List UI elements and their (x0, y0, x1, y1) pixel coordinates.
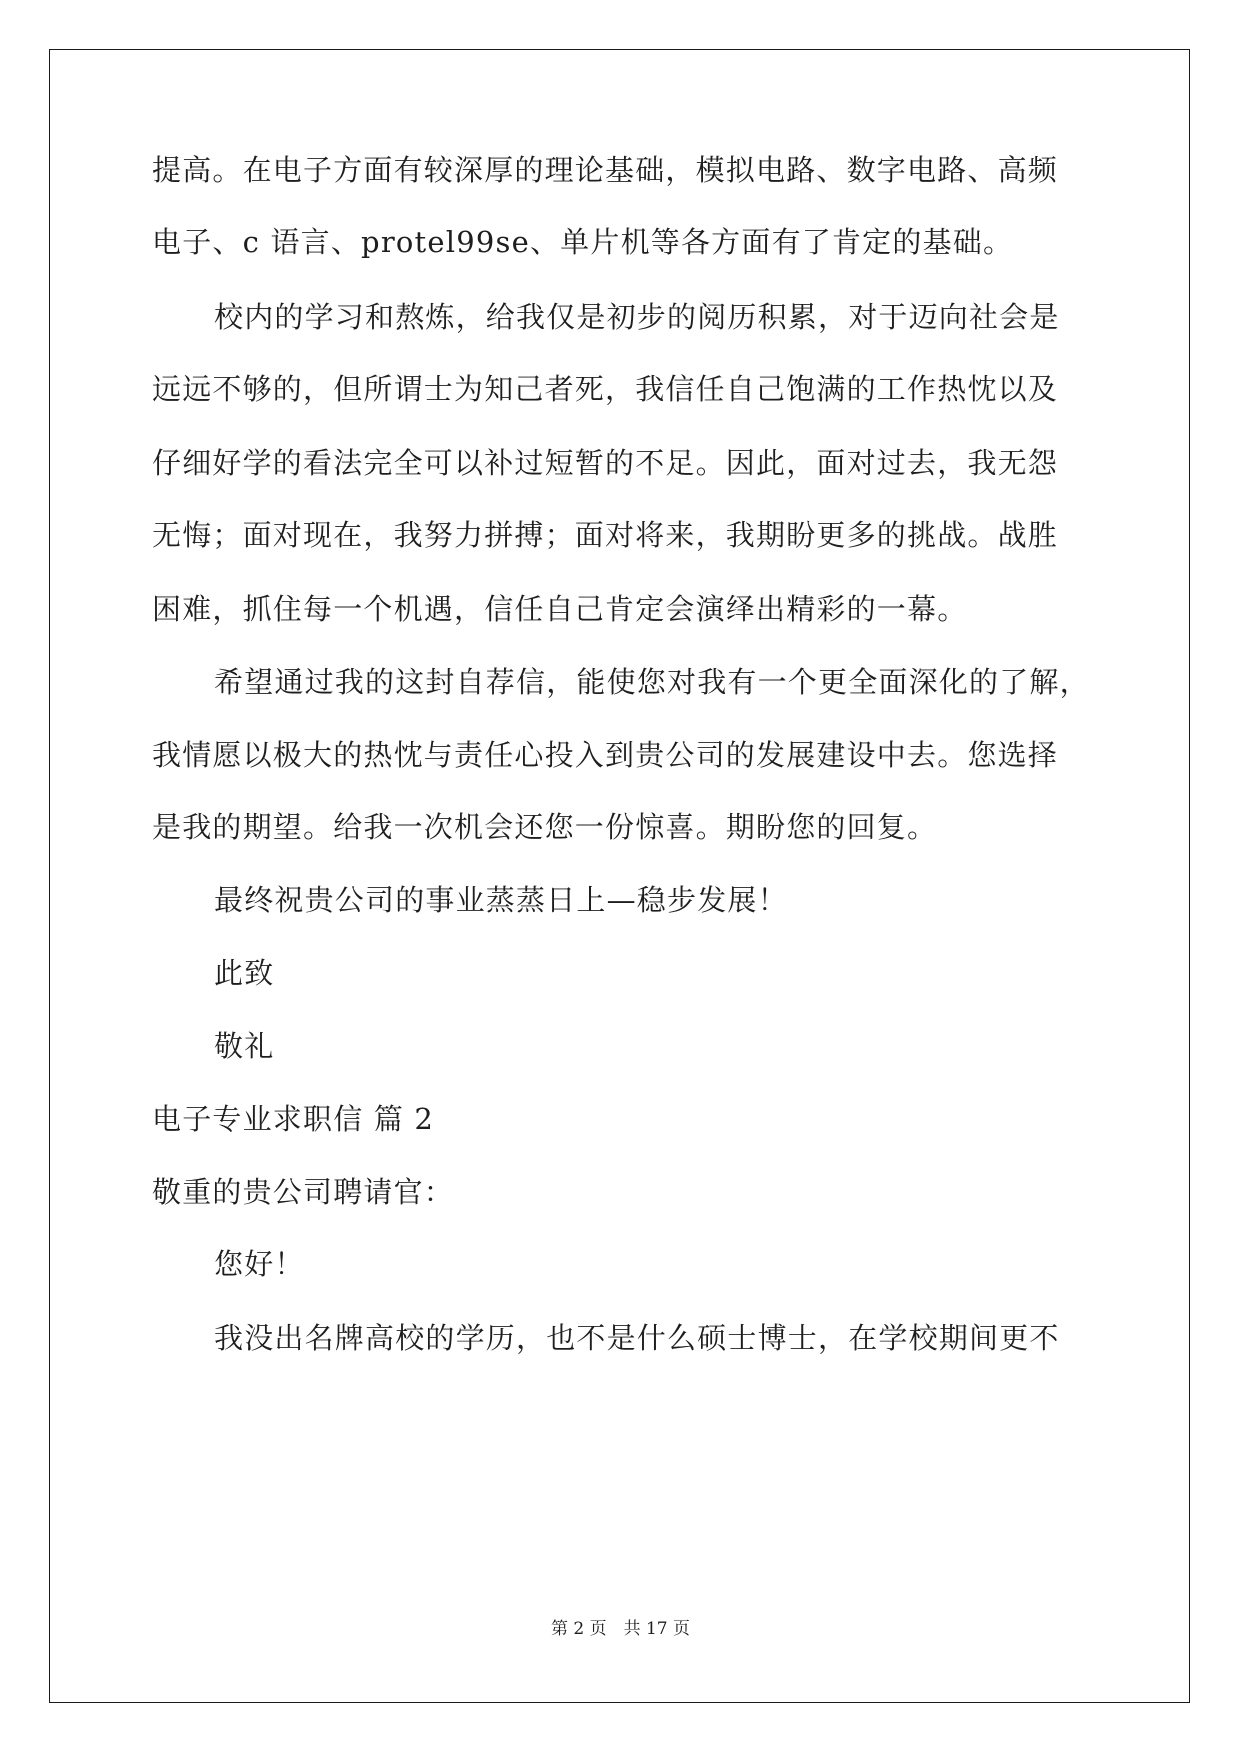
page-number-footer: 第 2 页 共 17 页 (550, 1619, 691, 1639)
salutation-jingli: 敬礼 (214, 1029, 275, 1063)
paragraph-first-line: 希望通过我的这封自荐信，能使您对我有一个更全面深化的了解， (214, 665, 1090, 699)
paragraph-first-line: 校内的学习和熬炼，给我仅是初步的阅历积累，对于迈向社会是 (214, 300, 1060, 334)
body-text-line: 电子、c 语言、protel99se、单片机等各方面有了肯定的基础。 (152, 225, 1014, 259)
body-text-line: 我情愿以极大的热忱与责任心投入到贵公司的发展建设中去。您选择 (152, 738, 1059, 772)
letter-addressee: 敬重的贵公司聘请官： (152, 1175, 455, 1209)
body-text-line: 是我的期望。给我一次机会还您一份惊喜。期盼您的回复。 (152, 810, 938, 844)
closing-wish: 最终祝贵公司的事业蒸蒸日上—稳步发展！ (214, 883, 788, 917)
body-text-line: 无悔；面对现在，我努力拼搏；面对将来，我期盼更多的挑战。战胜 (152, 518, 1059, 552)
body-text-line: 困难，抓住每一个机遇，信任自己肯定会演绎出精彩的一幕。 (152, 592, 968, 626)
greeting: 您好！ (214, 1247, 305, 1281)
paragraph-first-line: 我没出名牌高校的学历，也不是什么硕士博士，在学校期间更不 (214, 1321, 1060, 1355)
section-heading: 电子专业求职信 篇 2 (152, 1102, 435, 1136)
body-text-line: 提高。在电子方面有较深厚的理论基础，模拟电路、数字电路、高频 (152, 153, 1059, 187)
salutation-cizhi: 此致 (214, 956, 275, 990)
body-text-line: 仔细好学的看法完全可以补过短暂的不足。因此，面对过去，我无怨 (152, 446, 1059, 480)
body-text-line: 远远不够的，但所谓士为知己者死，我信任自己饱满的工作热忱以及 (152, 372, 1059, 406)
